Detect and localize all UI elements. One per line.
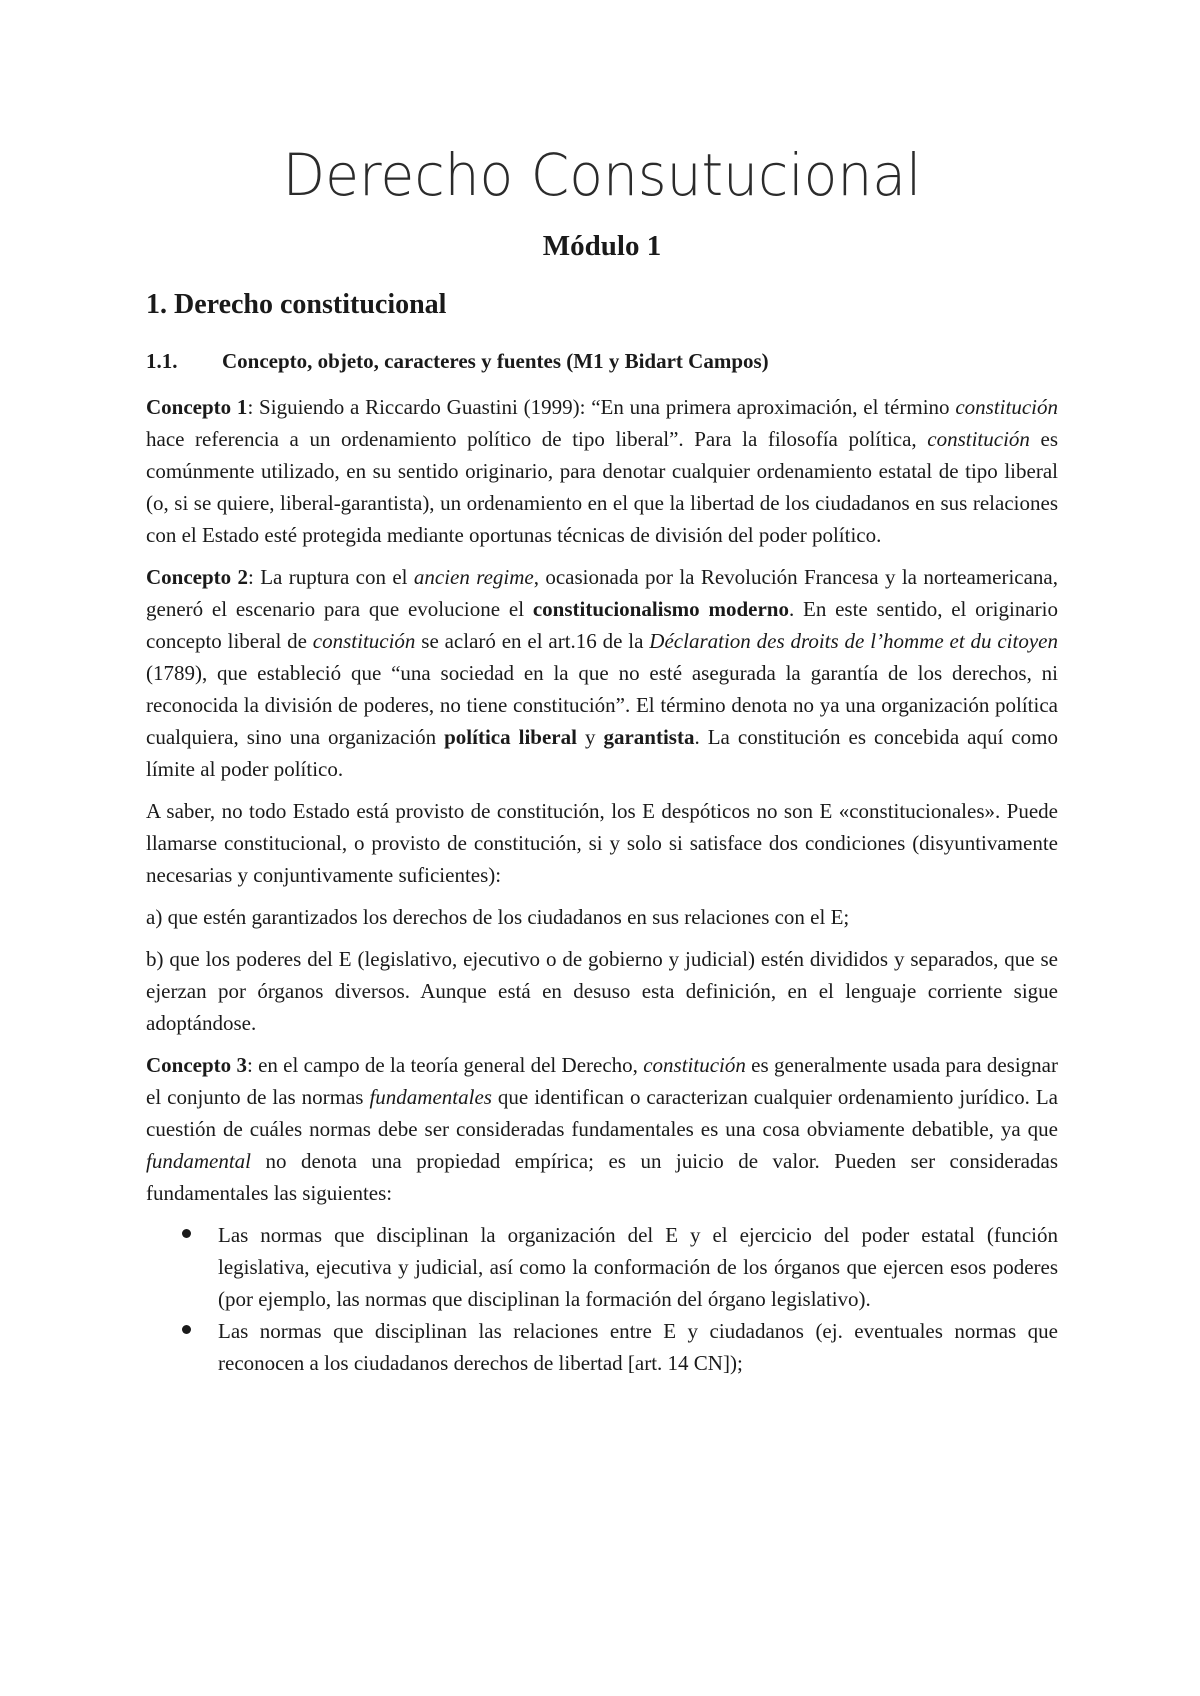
text-run: , ocasionada por la Revolución Francesa y la norteamericana, generó el escenario para que evolucione el <box>146 565 1058 621</box>
paragraph-concepto-2 <box>146 561 1058 785</box>
module-title: Módulo 1 <box>542 230 662 262</box>
bold-term: garantista <box>603 725 695 749</box>
document-title: Derecho Consutucional <box>282 141 922 209</box>
italic-term: fundamentales <box>369 1085 492 1109</box>
text-run: que identifican o caracterizan cualquier ordenamiento jurídico. La cuestión de cuáles normas debe ser consideradas fundamentales es una cosa obviamente debatible, ya que <box>146 1085 1058 1141</box>
subsection-number: 1.1. <box>146 349 178 373</box>
concepto-2-label: Concepto 2 <box>146 565 249 589</box>
bullet-list <box>146 1219 1058 1379</box>
text-run: no denota una propiedad empírica; es un juicio de valor. Pueden ser consideradas fundamentales las siguientes: <box>146 1149 1058 1205</box>
italic-term: constitución <box>643 1053 746 1077</box>
list-item-text: Las normas que disciplinan las relaciones entre E y ciudadanos (ej. eventuales normas que reconocen a los ciudadanos derechos de libertad [art. 14 CN]); <box>218 1319 1058 1375</box>
bold-term: política liberal <box>444 725 577 749</box>
italic-term: Déclaration des droits de l’homme et du citoyen <box>649 629 1058 653</box>
text-run: y <box>576 725 604 749</box>
list-item <box>146 1219 1058 1315</box>
section-heading: 1. Derecho constitucional <box>146 289 447 320</box>
paragraph-concepto-3 <box>146 1049 1058 1209</box>
paragraph-condition-a: a) que estén garantizados los derechos de los ciudadanos en sus relaciones con el E; <box>146 905 850 929</box>
paragraph-a-saber: A saber, no todo Estado está provisto de constitución, los E despóticos no son E «constitucionales». Puede llamarse constitucional, o provisto de constitución, si y solo si satisface dos condiciones (disyuntivamente necesarias y conjuntivamente suficientes): <box>146 799 1058 887</box>
text-run: es generalmente usada para designar el conjunto de las normas <box>146 1053 1058 1109</box>
subsection-title: Concepto, objeto, caracteres y fuentes (M1 y Bidart Campos) <box>222 349 769 373</box>
concepto-1-label: Concepto 1 <box>146 395 248 419</box>
text-run: . En este sentido, el originario concepto liberal de <box>146 597 1058 653</box>
italic-term: constitución <box>927 427 1030 451</box>
bullet-icon <box>182 1325 191 1334</box>
text-run: hace referencia a un ordenamiento político de tipo liberal”. Para la filosofía política, <box>146 427 928 451</box>
text-run: . La constitución es concebida aquí como límite al poder político. <box>146 725 1058 781</box>
subsection-heading <box>146 347 769 375</box>
bold-term: constitucionalismo moderno <box>532 597 789 621</box>
text-run: : Siguiendo a Riccardo Guastini (1999): “En una primera aproximación, el término <box>247 395 956 419</box>
paragraph-concepto-1 <box>146 391 1058 551</box>
concepto-3-label: Concepto 3 <box>146 1053 247 1077</box>
italic-term: constitución <box>955 395 1058 419</box>
paragraph-condition-b: b) que los poderes del E (legislativo, ejecutivo o de gobierno y judicial) estén divididos y separados, que se ejerzan por órganos diversos. Aunque está en desuso esta definición, en el lenguaje corriente sigue adoptándose. <box>146 947 1058 1035</box>
bullet-icon <box>182 1229 191 1238</box>
text-run: se aclaró en el art.16 de la <box>415 629 650 653</box>
text-run: (1789), que estableció que “una sociedad en la que no esté asegurada la garantía de los derechos, ni reconocida la división de poderes, no tiene constitución”. El término denota no ya una organización política cualquiera, sino una organización <box>146 661 1058 749</box>
document-body <box>146 391 1058 1379</box>
italic-term: fundamental <box>146 1149 251 1173</box>
italic-term: constitución <box>312 629 416 653</box>
list-item-text: Las normas que disciplinan la organización del E y el ejercicio del poder estatal (función legislativa, ejecutiva y judicial, así como la conformación de los órganos que ejercen esos poderes (por ejemplo, las normas que disciplinan la formación del órgano legislativo). <box>218 1223 1058 1311</box>
italic-term: ancien regime <box>413 565 534 589</box>
text-run: : La ruptura con el <box>248 565 414 589</box>
text-run: es comúnmente utilizado, en su sentido originario, para denotar cualquier ordenamiento estatal de tipo liberal (o, si se quiere, liberal-garantista), un ordenamiento en el que la libertad de los ciudadanos en sus relaciones con el Estado esté protegida mediante oportunas técnicas de división del poder político. <box>146 427 1058 547</box>
text-run: : en el campo de la teoría general del Derecho, <box>246 1053 644 1077</box>
list-item <box>146 1315 1058 1379</box>
